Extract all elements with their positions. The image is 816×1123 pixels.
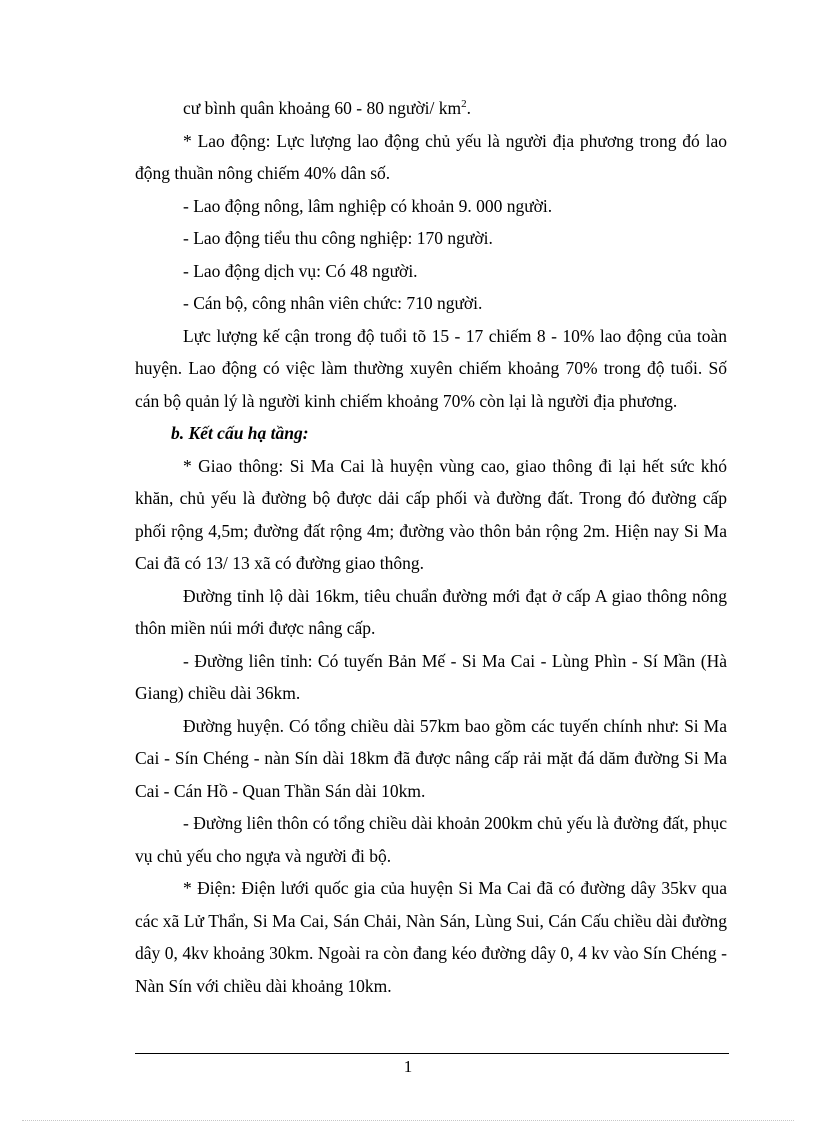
paragraph-district-road: Đường huyện. Có tổng chiều dài 57km bao gồm các tuyến chính như: Si Ma Cai - Sín Chéng - nàn Sín dài 18km đã được nâng cấp rải mặt đá dăm đường Si Ma Cai - Cán Hồ - Quan Thần Sán dài 10km.	[135, 715, 727, 801]
paragraph-electricity: * Điện: Điện lưới quốc gia của huyện Si Ma Cai đã có đường dây 35kv qua các xã Lử Thẩn, Si Ma Cai, Sán Chải, Nàn Sán, Lùng Sui, Cán Cấu chiều dài đường dây 0, 4kv khoảng 30km. Ngoài ra còn đang kéo đường dây 0, 4 kv vào Sín Chéng - Nàn Sín với chiều dài khoảng 10km.	[135, 878, 727, 996]
population-density-period: .	[466, 98, 471, 118]
footer-divider	[135, 1053, 729, 1054]
paragraph-labor: * Lao động: Lực lượng lao động chủ yếu là người địa phương trong đó lao động thuần nông chiếm 40% dân số.	[135, 130, 727, 183]
population-density-text: cư bình quân khoảng 60 - 80 người/ km	[183, 98, 462, 118]
paragraph-successor-labor: Lực lượng kế cận trong độ tuổi tõ 15 - 17 chiếm 8 - 10% lao động của toàn huyện. Lao động có việc làm thường xuyên chiếm khoảng 70% trong độ tuổi. Số cán bộ quản lý là người kinh chiếm khoảng 70% còn lại là người địa phương.	[135, 325, 727, 411]
page-number: 1	[403, 1057, 413, 1076]
paragraph-transport: * Giao thông: Si Ma Cai là huyện vùng cao, giao thông đi lại hết sức khó khăn, chủ yếu là đường bộ được dải cấp phối và đường đất. Trong đó đường cấp phối rộng 4,5m; đường đất rộng 4m; đường vào thôn bản rộng 2m. Hiện nay Si Ma Cai đã có 13/ 13 xã có đường giao thông.	[135, 455, 727, 573]
paragraph-provincial-road: Đường tỉnh lộ dài 16km, tiêu chuẩn đường mới đạt ở cấp A giao thông nông thôn miền núi mới được nâng cấp.	[135, 585, 727, 638]
superscript-square: 2	[461, 98, 467, 111]
paragraph-interprovincial-road: - Đường liên tỉnh: Có tuyến Bản Mế - Si Ma Cai - Lùng Phìn - Sí Mần (Hà Giang) chiều dài 36km.	[135, 650, 727, 703]
paragraph-civil-servants: - Cán bộ, công nhân viên chức: 710 người.	[183, 293, 483, 313]
paragraph-intervillage-road: - Đường liên thôn có tổng chiều dài khoản 200km chủ yếu là đường đất, phục vụ chủ yếu cho ngựa và người đi bộ.	[135, 813, 727, 866]
paragraph-population-density	[135, 92, 727, 125]
paragraph-service-labor: - Lao động dịch vụ: Có 48 người.	[183, 260, 418, 281]
paragraph-handicraft-labor: - Lao động tiểu thu công nghiệp: 170 người.	[183, 228, 493, 248]
section-heading-infrastructure: b. Kết cấu hạ tầng:	[171, 423, 309, 443]
page-bottom-border	[22, 1120, 794, 1121]
paragraph-agri-forestry-labor: - Lao động nông, lâm nghiệp có khoản 9. 000 người.	[183, 195, 553, 216]
document-body	[135, 92, 727, 1002]
